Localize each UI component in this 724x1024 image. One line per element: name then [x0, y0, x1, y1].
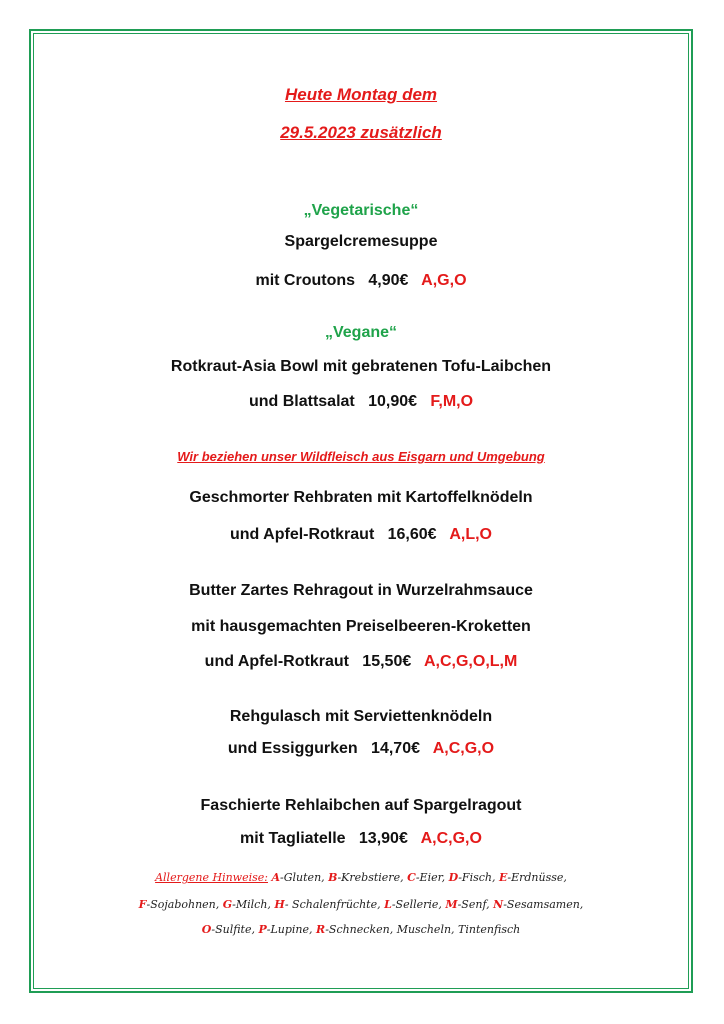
dish-3-line-2 — [33, 740, 689, 758]
dish-3-line-1: Rehgulasch mit Serviettenknödeln — [229, 708, 493, 725]
header-line-2: 29.5.2023 zusätzlich — [280, 123, 442, 142]
dish-3-allergens: A,C,G,O — [432, 740, 495, 757]
allergen-description: -Krebstiere, — [337, 871, 408, 884]
allergen-legend-header: Allergene Hinweise: — [155, 871, 268, 884]
allergen-code: G — [222, 898, 233, 911]
vegetarian-dish-text: mit Croutons — [255, 272, 356, 289]
allergen-code: A — [271, 871, 281, 884]
vegan-allergens: F,M,O — [430, 393, 474, 410]
dish-2-allergens: A,C,G,O,L,M — [423, 653, 518, 670]
dish-4-line-2 — [33, 830, 689, 848]
dish-2-text: und Apfel-Rotkraut — [204, 653, 349, 670]
allergen-description: - Schalenfrüchte, — [284, 898, 385, 911]
dish-2-line-2: mit hausgemachten Preiselbeeren-Kroketten — [191, 618, 531, 635]
dish-2-price: 15,50€ — [362, 653, 412, 670]
allergen-description: -Senf, — [457, 898, 494, 911]
allergen-description: -Eier, — [415, 871, 449, 884]
vegan-dish-line-2 — [33, 393, 689, 411]
allergen-description: -Fisch, — [458, 871, 499, 884]
vegetarian-category: „Vegetarische“ — [303, 202, 419, 219]
dish-4-price: 13,90€ — [358, 830, 408, 847]
dish-1-line-1: Geschmorter Rehbraten mit Kartoffelknödeln — [189, 489, 533, 506]
allergen-description: -Schnecken, Muscheln, Tintenfisch — [325, 923, 521, 936]
allergen-description: -Milch, — [232, 898, 275, 911]
allergen-code: O — [201, 923, 212, 936]
vegetarian-price: 4,90€ — [368, 272, 409, 289]
allergen-legend-row-1 — [33, 871, 689, 884]
dish-4-line-1: Faschierte Rehlaibchen auf Spargelragout — [200, 797, 522, 814]
dish-4-text: mit Tagliatelle — [240, 830, 346, 847]
allergen-code: N — [493, 898, 504, 911]
allergen-code: D — [448, 871, 459, 884]
allergen-legend-row-1-items — [271, 871, 566, 884]
allergen-code: R — [316, 923, 326, 936]
dish-2-line-1: Butter Zartes Rehragout in Wurzelrahmsauce — [189, 582, 533, 599]
allergen-code: P — [258, 923, 267, 936]
allergen-legend-row-2-items — [139, 898, 584, 911]
vegan-price: 10,90€ — [368, 393, 418, 410]
allergen-description: -Sesamsamen, — [503, 898, 584, 911]
allergen-code: B — [328, 871, 338, 884]
header-line-1: Heute Montag dem — [284, 85, 438, 104]
allergen-description: -Lupine, — [266, 923, 317, 936]
dish-1-price: 16,60€ — [387, 526, 437, 543]
dish-1-text: und Apfel-Rotkraut — [230, 526, 375, 543]
allergen-code: E — [498, 871, 508, 884]
allergen-code: H — [274, 898, 285, 911]
allergen-description: -Erdnüsse, — [507, 871, 567, 884]
dish-2-line-3 — [33, 653, 689, 671]
vegan-dish-line-1: Rotkraut-Asia Bowl mit gebratenen Tofu-Laibchen — [170, 358, 552, 375]
allergen-code: M — [445, 898, 458, 911]
allergen-code: L — [384, 898, 392, 911]
allergen-code: C — [407, 871, 416, 884]
vegetarian-dish-line-1: Spargelcremesuppe — [284, 233, 438, 250]
allergen-description: -Gluten, — [280, 871, 329, 884]
allergen-legend-row-2 — [33, 898, 689, 911]
allergen-description: -Sojabohnen, — [146, 898, 223, 911]
allergen-description: -Sellerie, — [391, 898, 446, 911]
wild-meat-notice: Wir beziehen unser Wildfleisch aus Eisgarn und Umgebung — [177, 449, 545, 464]
allergen-code: F — [138, 898, 147, 911]
vegan-dish-text: und Blattsalat — [248, 393, 355, 410]
dish-4-allergens: A,C,G,O — [420, 830, 482, 847]
dish-3-price: 14,70€ — [371, 740, 420, 757]
vegetarian-allergens: A,G,O — [421, 272, 467, 289]
dish-1-line-2 — [33, 526, 689, 544]
dish-3-text: und Essiggurken — [227, 740, 358, 757]
allergen-legend-row-3-items — [202, 923, 520, 936]
dish-1-allergens: A,L,O — [449, 526, 492, 543]
vegetarian-dish-line-2 — [33, 272, 689, 290]
allergen-description: -Sulfite, — [211, 923, 259, 936]
vegan-category: „Vegane“ — [324, 324, 398, 341]
allergen-legend-row-3 — [33, 923, 689, 936]
